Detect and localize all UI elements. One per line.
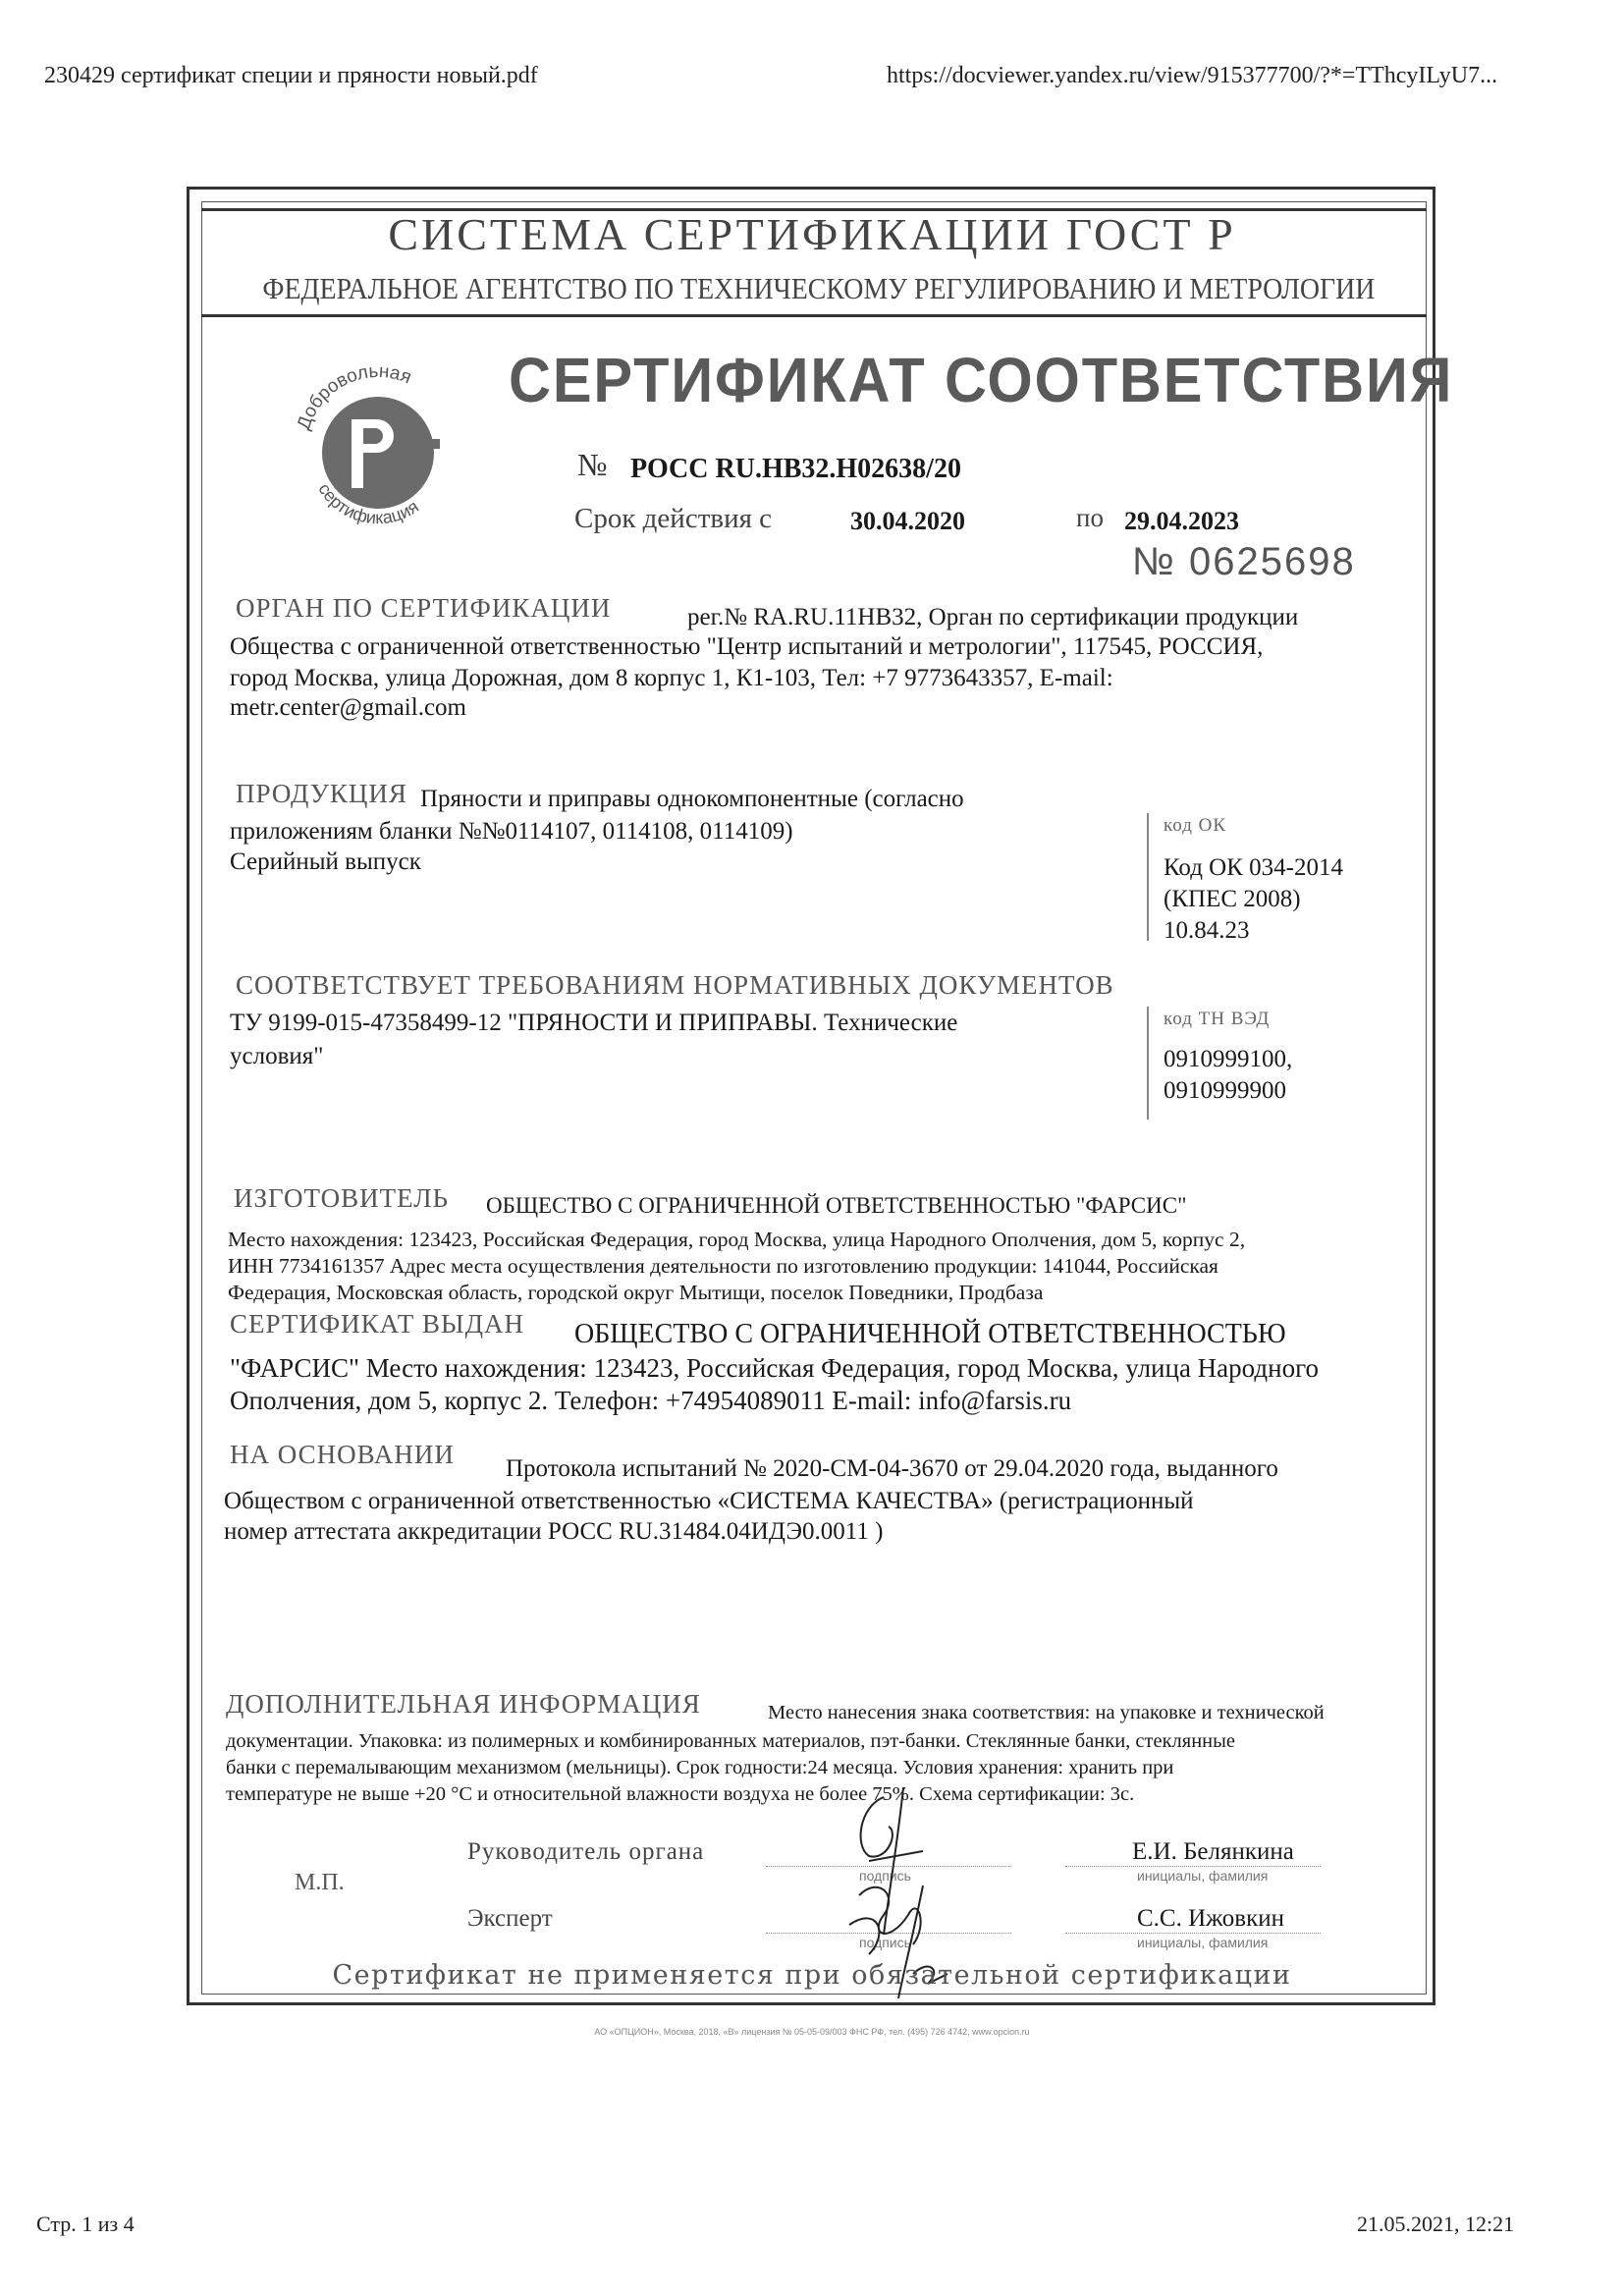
kod-ok-line: (КПЕС 2008)	[1164, 886, 1301, 912]
kod-tnved-label: код ТН ВЭД	[1164, 1009, 1271, 1029]
signature-caption: подпись	[859, 1868, 911, 1884]
conforms-label: СООТВЕТСТВУЕТ ТРЕБОВАНИЯМ НОРМАТИВНЫХ ДОКУМЕНТОВ	[236, 970, 1114, 1000]
extra-label: ДОПОЛНИТЕЛЬНАЯ ИНФОРМАЦИЯ	[226, 1689, 701, 1719]
agency-title: ФЕДЕРАЛЬНОЕ АГЕНТСТВО ПО ТЕХНИЧЕСКОМУ РЕГУЛИРОВАНИЮ И МЕТРОЛОГИИ	[262, 271, 1376, 305]
issued-name: ОБЩЕСТВО С ОГРАНИЧЕННОЙ ОТВЕТСТВЕННОСТЬЮ	[574, 1319, 1286, 1349]
basis-line: номер аттестата аккредитации РОСС RU.31484.04ИДЭ0.0011 )	[224, 1518, 884, 1545]
page-indicator: Стр. 1 из 4	[36, 2212, 135, 2236]
expert-label: Эксперт	[467, 1905, 553, 1932]
stamp-place: М.П.	[295, 1870, 345, 1895]
product-line: Серийный выпуск	[230, 848, 421, 875]
basis-line: Обществом с ограниченной ответственностью «СИСТЕМА КАЧЕСТВА» (регистрационный	[224, 1488, 1194, 1514]
issued-line: Ополчения, дом 5, корпус 2. Телефон: +74954089011 E-mail: info@farsis.ru	[230, 1386, 1072, 1415]
product-line: приложениям бланки №№0114107, 0114108, 0114109)	[230, 818, 793, 845]
extra-line: документации. Упаковка: из полимерных и комбинированных материалов, пэт-банки. Стеклянные банки, стеклянные	[226, 1730, 1236, 1752]
system-title: СИСТЕМА СЕРТИФИКАЦИИ ГОСТ Р	[388, 209, 1236, 259]
organ-line: metr.center@gmail.com	[230, 694, 466, 721]
name-caption: инициалы, фамилия	[1137, 1935, 1269, 1950]
product-label: ПРОДУКЦИЯ	[236, 779, 407, 808]
name-line	[1065, 1866, 1321, 1867]
gost-r-logo	[285, 358, 471, 535]
basis-line: Протокола испытаний № 2020-СМ-04-3670 от 29.04.2020 года, выданного	[506, 1455, 1278, 1482]
name-line	[1065, 1933, 1321, 1934]
extra-line: банки с перемалывающим механизмом (мельницы). Срок годности:24 месяца. Условия хранения: хранить при	[226, 1757, 1174, 1778]
name-caption: инициалы, фамилия	[1137, 1868, 1269, 1884]
number-sign: №	[577, 447, 608, 482]
issued-line: "ФАРСИС" Место нахождения: 123423, Российская Федерация, город Москва, улица Народного	[230, 1353, 1319, 1383]
manufacturer-line: Место нахождения: 123423, Российская Федерация, город Москва, улица Народного Ополчения, дом 5, корпус 2,	[228, 1228, 1246, 1251]
document-url[interactable]: https://docviewer.yandex.ru/view/915377700/?*=TThcyILyU7...	[887, 63, 1498, 88]
organ-line: рег.№ RA.RU.11НВ32, Орган по сертификации продукции	[687, 604, 1299, 630]
kod-divider	[1147, 1007, 1149, 1120]
extra-line: температуре не выше +20 °С и относительной влажности воздуха не более 75%. Схема сертификации: 3с.	[226, 1783, 1135, 1805]
head-label: Руководитель органа	[467, 1838, 705, 1865]
manufacturer-line: ИНН 7734161357 Адрес места осуществления деятельности по изготовлению продукции: 141044, Российская	[228, 1254, 1218, 1278]
kod-tnved-line: 0910999900	[1164, 1077, 1286, 1104]
conforms-line: ТУ 9199-015-47358499-12 "ПРЯНОСТИ И ПРИПРАВЫ. Технические	[230, 1010, 958, 1036]
basis-label: НА ОСНОВАНИИ	[230, 1440, 455, 1469]
valid-from: 30.04.2020	[850, 507, 965, 535]
footer-note: Сертификат не применяется при обязательной сертификации	[332, 1960, 1292, 1991]
kod-tnved-line: 0910999100,	[1164, 1046, 1293, 1072]
certificate-number: РОСС RU.НВ32.Н02638/20	[630, 454, 961, 484]
manufacturer-label: ИЗГОТОВИТЕЛЬ	[234, 1183, 450, 1213]
print-datetime: 21.05.2021, 12:21	[1357, 2212, 1515, 2236]
organ-line: Общества с ограниченной ответственностью "Центр испытаний и метрологии", 117545, РОССИЯ,	[230, 633, 1264, 660]
issued-label: СЕРТИФИКАТ ВЫДАН	[230, 1309, 525, 1339]
logo-top-text: Добровольная	[293, 360, 414, 433]
valid-to: 29.04.2023	[1124, 507, 1239, 535]
signature-caption: подпись	[859, 1935, 911, 1950]
document-title: 230429 сертификат специи и пряности новый.pdf	[44, 63, 538, 88]
product-line: Пряности и приправы однокомпонентные (согласно	[420, 786, 964, 812]
head-name: Е.И. Белянкина	[1132, 1838, 1294, 1865]
validity-label: Срок действия с	[574, 503, 773, 534]
manufacturer-line: Федерация, Московская область, городской округ Мытищи, поселок Поведники, Продбаза	[228, 1281, 1044, 1304]
extra-line: Место нанесения знака соответствия: на упаковке и технической	[768, 1702, 1325, 1723]
divider	[201, 314, 1427, 317]
printer-info: АО «ОПЦИОН», Москва, 2018, «В» лицензия № 05-05-09/003 ФНС РФ, тел. (495) 726 4742, www.opcion.ru	[594, 2027, 1030, 2037]
kod-ok-label: код ОК	[1164, 815, 1227, 836]
manufacturer-name: ОБЩЕСТВО С ОГРАНИЧЕННОЙ ОТВЕТСТВЕННОСТЬЮ "ФАРСИС"	[486, 1193, 1187, 1218]
organ-line: город Москва, улица Дорожная, дом 8 корпус 1, К1-103, Тел: +7 9773643357, E-mail:	[230, 665, 1113, 691]
conforms-line: условия"	[230, 1043, 324, 1069]
valid-to-label: по	[1076, 503, 1104, 532]
kod-divider	[1147, 813, 1149, 941]
expert-name: С.С. Ижовкин	[1137, 1905, 1285, 1932]
organ-label: ОРГАН ПО СЕРТИФИКАЦИИ	[236, 593, 612, 623]
blank-number: № 0625698	[1132, 540, 1356, 583]
certificate-title: СЕРТИФИКАТ СООТВЕТСТВИЯ	[509, 345, 1454, 415]
kod-ok-line: Код ОК 034-2014	[1164, 854, 1343, 881]
kod-ok-line: 10.84.23	[1164, 917, 1250, 944]
logo-bottom-text: сертификация	[314, 479, 422, 528]
